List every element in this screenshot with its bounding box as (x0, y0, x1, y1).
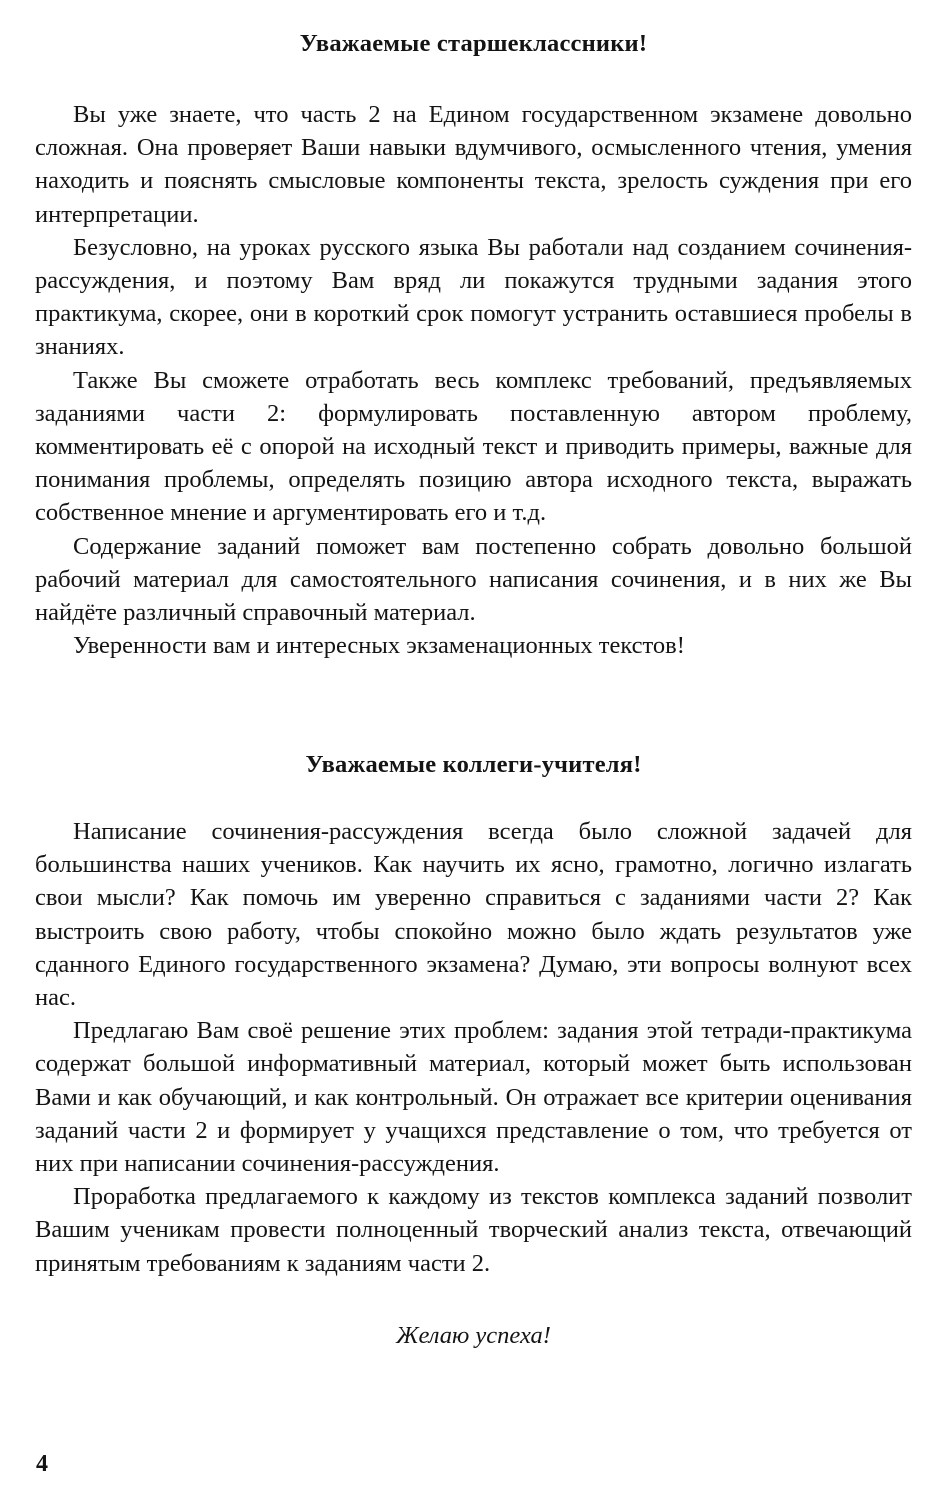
signoff: Желаю успеха! (396, 1322, 551, 1349)
students-section (35, 98, 912, 662)
students-paragraph-1: Вы уже знаете, что часть 2 на Едином государственном экзамене довольно сложная. Она проверяет Ваши навыки вдумчивого, осмысленного чтения, умения находить и пояснять смысловые компоненты текста, зрелость суждения при его интерпретации. (35, 101, 912, 228)
students-heading: Уважаемые старшеклассники! (299, 30, 648, 57)
students-paragraph-2: Безусловно, на уроках русского языка Вы работали над созданием сочинения-рассуждения, и поэтому Вам вряд ли покажутся трудными задания этого практикума, скорее, они в короткий срок помогут устранить оставшиеся пробелы в знаниях. (35, 233, 912, 361)
students-paragraph-3: Также Вы сможете отработать весь комплекс требований, предъявляемых заданиями части 2: формулировать поставленную автором проблему, комментировать её с опорой на исходный текст и приводить примеры, важные для понимания проблемы, определять позицию автора исходного текста, выражать собственное мнение и аргументировать его и т.д. (35, 366, 912, 527)
teachers-heading: Уважаемые коллеги-учителя! (305, 751, 642, 778)
teachers-section (35, 815, 912, 1280)
students-paragraph-4: Содержание заданий поможет вам постепенно собрать довольно большой рабочий материал для самостоятельного написания сочинения, и в них же Вы найдёте различный справочный материал. (35, 532, 912, 627)
teachers-paragraph-2: Предлагаю Вам своё решение этих проблем: задания этой тетради-практикума содержат большой информативный материал, который может быть использован Вами и как обучающий, и как контрольный. Он отражает все критерии оценивания заданий части 2 и формирует у учащихся представление о том, что требуется от них при написании сочинения-рассуждения. (35, 1017, 912, 1178)
page-number: 4 (36, 1451, 48, 1477)
teachers-paragraph-1: Написание сочинения-рассуждения всегда было сложной задачей для большинства наших учеников. Как научить их ясно, грамотно, логично излагать свои мысли? Как помочь им уверенно справиться с заданиями части 2? Как выстроить свою работу, чтобы спокойно можно было ждать результатов уже сданного Единого государственного экзамена? Думаю, эти вопросы волнуют всех нас. (35, 818, 912, 1012)
students-closing-line: Уверенности вам и интересных экзаменационных текстов! (73, 632, 685, 660)
teachers-paragraph-3: Проработка предлагаемого к каждому из текстов комплекса заданий позволит Вашим ученикам провести полноценный творческий анализ текста, отвечающий принятым требованиям к заданиям части 2. (35, 1183, 912, 1277)
